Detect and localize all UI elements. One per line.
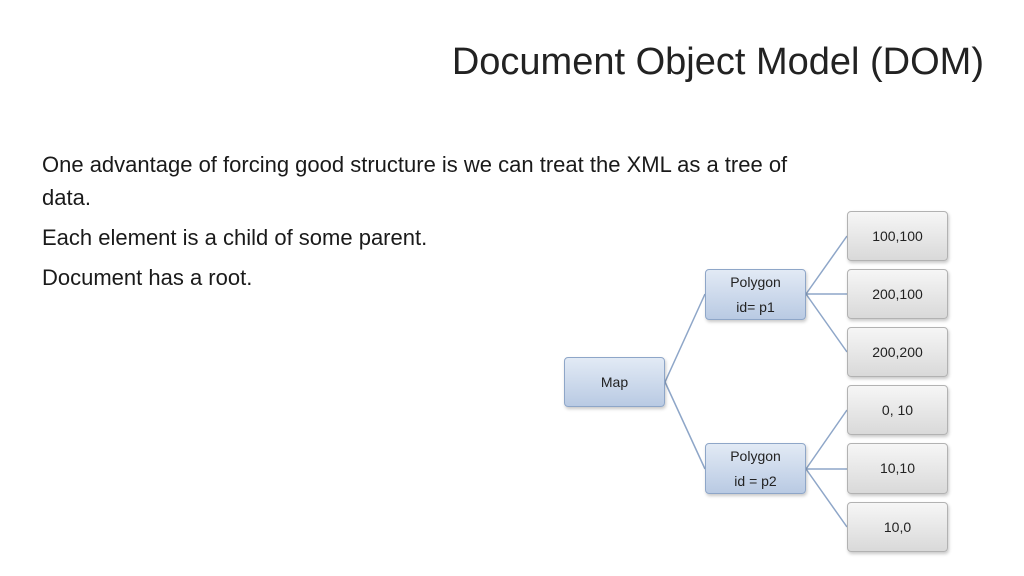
node-label: 200,200 (872, 343, 923, 360)
connector-p2-10-0 (806, 469, 847, 527)
slide-title: Document Object Model (DOM) (451, 41, 984, 83)
node-label: 10,0 (883, 518, 912, 535)
connector-map-polygon1 (665, 294, 705, 382)
connector-p1-200-200 (806, 294, 847, 352)
tree-node-polygon1 (705, 269, 806, 320)
node-label: 100,100 (872, 227, 923, 244)
node-label: 0, 10 (881, 401, 914, 418)
tree-node-point (847, 385, 948, 435)
tree-node-point (847, 327, 948, 377)
tree-node-point (847, 211, 948, 261)
node-label: Map (600, 373, 629, 390)
node-id: id = p2 (734, 472, 777, 489)
node-label: Polygon (730, 273, 781, 290)
bullet-2: Each element is a child of some parent. (42, 225, 428, 250)
connector-map-polygon2 (665, 382, 705, 469)
bullet-3: Document has a root. (42, 265, 253, 290)
tree-node-polygon2 (705, 443, 806, 494)
node-label: 10,10 (879, 460, 916, 476)
bullet-1: One advantage of forcing good structure is we can treat the XML as a tree of data. (42, 152, 788, 210)
tree-node-point (847, 502, 948, 552)
connector-p1-100-100 (806, 236, 847, 294)
node-label: Polygon (730, 447, 781, 464)
connector-p2-0-10 (806, 410, 847, 469)
tree-node-point (847, 269, 948, 319)
tree-node-root (564, 357, 665, 407)
node-id: id= p1 (736, 298, 775, 315)
tree-node-point (847, 443, 948, 494)
node-label: 200,100 (872, 285, 923, 302)
